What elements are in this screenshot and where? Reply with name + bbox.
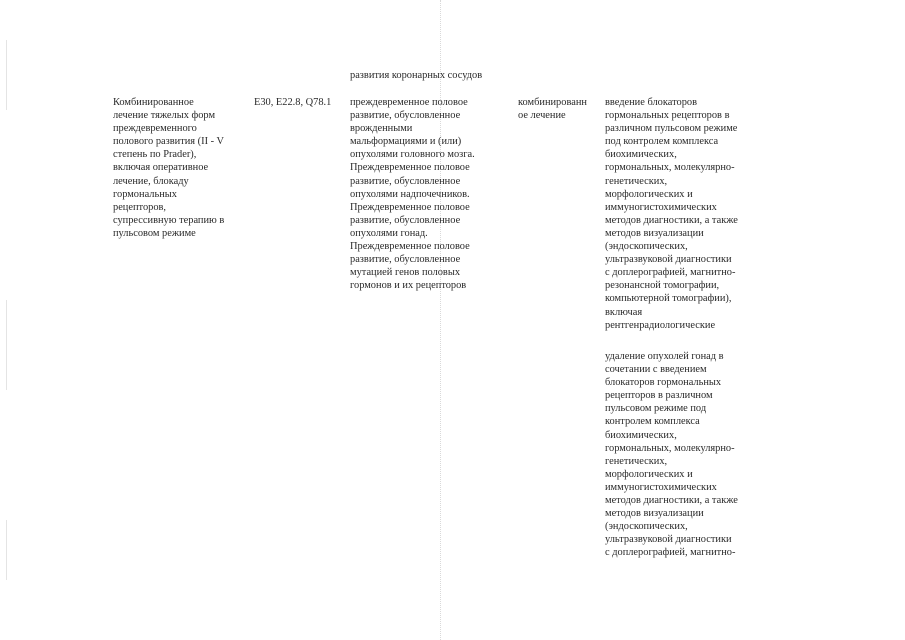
scan-margin-mark xyxy=(6,520,7,580)
treatment-method-2-cell: удаление опухолей гонад в сочетании с введением блокаторов гормональных рецепторов в различном пульсовом режиме под контролем комплекса биохимических, гормональных, молекулярно- генетических, морфологических и иммуногистохимических методов диагностики, а также методов визуализации (эндоскопических, ультразвуковой диагностики с доплерографией, магнитно- xyxy=(605,351,738,559)
patient-model-cell: преждевременное половое развитие, обусловленное врожденными мальформациями и (или) опухолями головного мозга. Преждевременное половое развитие, обусловленное опухолями надпочечников. Преждевременное половое развитие, обусловленное опухолями гонад. Преждевременное половое развитие, обусловленное мутацией генов половых гормонов и их рецепторов xyxy=(350,97,475,292)
treatment-method-1-cell: введение блокаторов гормональных рецепторов в различном пульсовом режиме под контролем комплекса биохимических, гормональных, молекулярно- генетических, морфологических и иммуногистохимических методов диагностики, а также методов визуализации (эндоскопических, ультразвуковой диагностики с доплерографией, магнитно- резонансной томографии, компьютерной томографии), включая рентгенрадиологические xyxy=(605,97,738,331)
icd-codes-cell: E30, E22.8, Q78.1 xyxy=(254,97,332,108)
scan-margin-mark xyxy=(6,40,7,110)
treatment-name-cell: Комбинированное лечение тяжелых форм преждевременного полового развития (II - V степень по Prader), включая оперативное лечение, блокаду гормональных рецепторов, супрессивную терапию в пульсовом режиме xyxy=(113,97,225,239)
scan-margin-mark xyxy=(6,300,7,390)
continuation-text: развития коронарных сосудов xyxy=(350,70,483,81)
treatment-type-cell: комбинированн ое лечение xyxy=(518,97,587,122)
